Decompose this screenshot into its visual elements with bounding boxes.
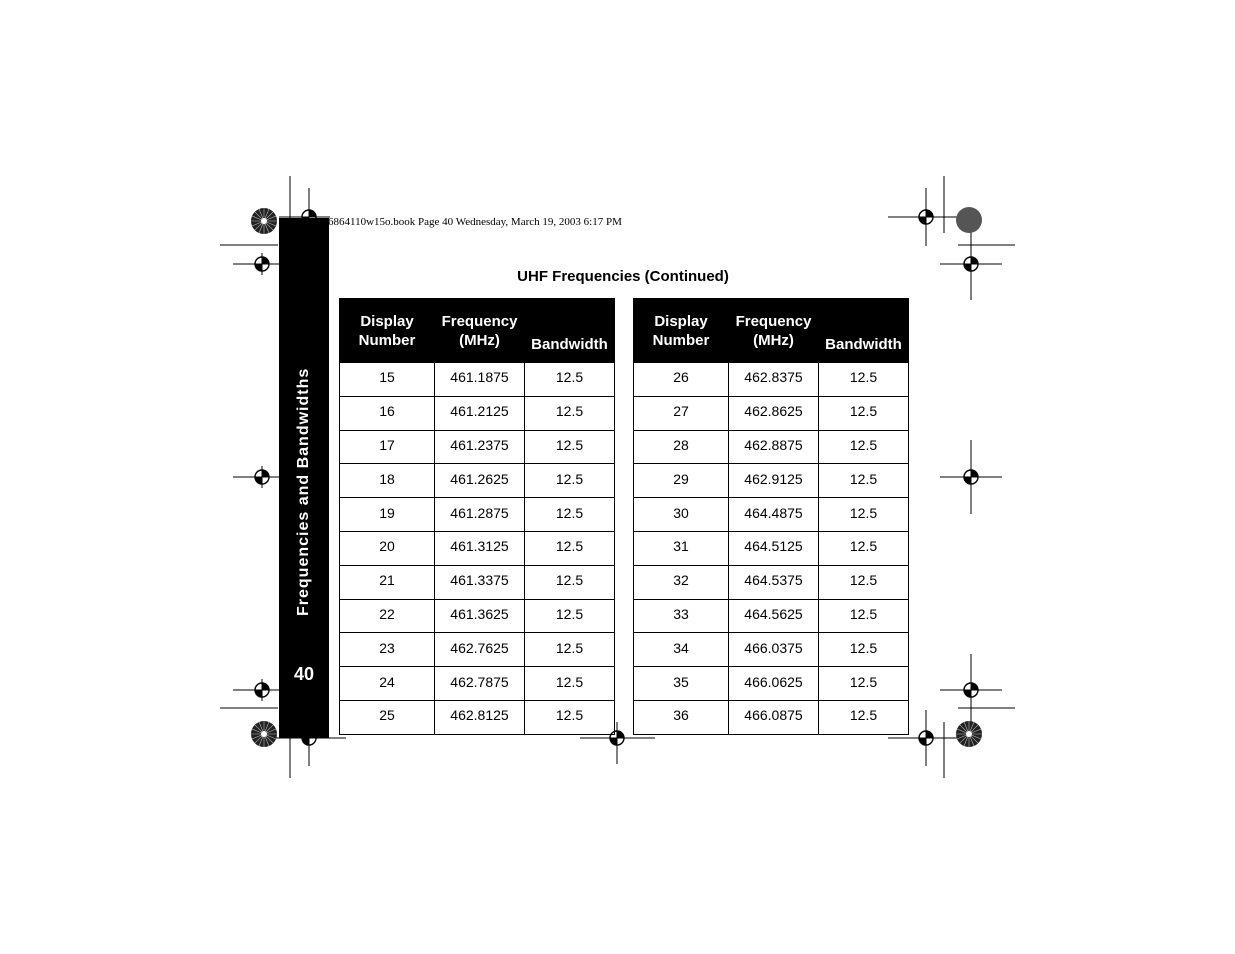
page-number: 40: [293, 664, 315, 684]
cell-display-number: 35: [634, 667, 729, 701]
table-row: [340, 498, 615, 532]
cell-bandwidth: 12.5: [819, 498, 909, 532]
cell-bandwidth: 12.5: [525, 531, 615, 565]
table-header-row: [634, 299, 909, 363]
cell-frequency: 461.3375: [435, 565, 525, 599]
column-header-display-number: [340, 299, 435, 363]
table-row: [634, 531, 909, 565]
frequency-table-left: [339, 298, 615, 735]
cell-display-number: 28: [634, 430, 729, 464]
cell-frequency: 462.9125: [729, 464, 819, 498]
table-row: [340, 565, 615, 599]
cell-frequency: 461.1875: [435, 363, 525, 397]
cell-display-number: 29: [634, 464, 729, 498]
cell-display-number: 15: [340, 363, 435, 397]
table-row: [634, 498, 909, 532]
table-row: [634, 565, 909, 599]
table-row: [634, 667, 909, 701]
cell-display-number: 33: [634, 599, 729, 633]
cell-bandwidth: 12.5: [819, 363, 909, 397]
cell-bandwidth: 12.5: [819, 565, 909, 599]
column-header-frequency: [729, 299, 819, 363]
cell-display-number: 22: [340, 599, 435, 633]
cell-display-number: 18: [340, 464, 435, 498]
print-header-line: 6864110w15o.book Page 40 Wednesday, March 19, 2003 6:17 PM: [328, 216, 622, 228]
header-text: Frequency: [735, 312, 812, 330]
cell-frequency: 462.8375: [729, 363, 819, 397]
cell-frequency: 466.0875: [729, 700, 819, 734]
table-row: [340, 464, 615, 498]
cell-bandwidth: 12.5: [525, 464, 615, 498]
table-row: [634, 700, 909, 734]
cell-display-number: 17: [340, 430, 435, 464]
header-text: (MHz): [459, 331, 500, 349]
header-text: Frequency: [441, 312, 518, 330]
cell-bandwidth: 12.5: [525, 700, 615, 734]
cell-frequency: 464.5625: [729, 599, 819, 633]
cell-frequency: 462.8125: [435, 700, 525, 734]
cell-frequency: 462.7875: [435, 667, 525, 701]
cell-display-number: 20: [340, 531, 435, 565]
cell-bandwidth: 12.5: [525, 633, 615, 667]
cell-frequency: 461.3625: [435, 599, 525, 633]
cell-frequency: 462.7625: [435, 633, 525, 667]
cell-frequency: 462.8875: [729, 430, 819, 464]
header-text: Display: [654, 312, 708, 330]
cell-bandwidth: 12.5: [819, 700, 909, 734]
table-row: [340, 363, 615, 397]
cell-frequency: 461.3125: [435, 531, 525, 565]
table-row: [340, 633, 615, 667]
cell-frequency: 464.5375: [729, 565, 819, 599]
header-text: (MHz): [753, 331, 794, 349]
table-row: [340, 531, 615, 565]
cell-bandwidth: 12.5: [819, 430, 909, 464]
cell-frequency: 464.4875: [729, 498, 819, 532]
table-row: [634, 599, 909, 633]
cell-bandwidth: 12.5: [525, 430, 615, 464]
cell-display-number: 32: [634, 565, 729, 599]
cell-display-number: 16: [340, 396, 435, 430]
cell-frequency: 466.0375: [729, 633, 819, 667]
cell-display-number: 36: [634, 700, 729, 734]
header-text: Number: [358, 331, 416, 349]
cell-bandwidth: 12.5: [525, 565, 615, 599]
frequency-table-right: [633, 298, 909, 735]
cell-bandwidth: 12.5: [819, 633, 909, 667]
table-row: [340, 396, 615, 430]
table-row: [340, 430, 615, 464]
cell-bandwidth: 12.5: [819, 396, 909, 430]
cell-bandwidth: 12.5: [525, 363, 615, 397]
cell-frequency: 461.2125: [435, 396, 525, 430]
cell-bandwidth: 12.5: [525, 498, 615, 532]
table-row: [340, 667, 615, 701]
cell-display-number: 26: [634, 363, 729, 397]
header-text: Display: [360, 312, 414, 330]
table-row: [634, 633, 909, 667]
column-header-bandwidth: Bandwidth: [819, 299, 909, 363]
cell-display-number: 27: [634, 396, 729, 430]
cell-display-number: 34: [634, 633, 729, 667]
cell-bandwidth: 12.5: [819, 599, 909, 633]
cell-frequency: 461.2625: [435, 464, 525, 498]
cell-bandwidth: 12.5: [525, 667, 615, 701]
cell-bandwidth: 12.5: [819, 464, 909, 498]
table-title: UHF Frequencies (Continued): [517, 268, 729, 285]
cell-frequency: 461.2875: [435, 498, 525, 532]
cell-frequency: 462.8625: [729, 396, 819, 430]
table-row: [634, 396, 909, 430]
table-row: [634, 464, 909, 498]
column-header-display-number: [634, 299, 729, 363]
table-row: [634, 430, 909, 464]
cell-frequency: 466.0625: [729, 667, 819, 701]
cell-bandwidth: 12.5: [525, 396, 615, 430]
cell-frequency: 461.2375: [435, 430, 525, 464]
section-title-vertical: Frequencies and Bandwidths: [295, 367, 312, 616]
table-header-row: [340, 299, 615, 363]
cell-bandwidth: 12.5: [819, 531, 909, 565]
cell-frequency: 464.5125: [729, 531, 819, 565]
cell-display-number: 23: [340, 633, 435, 667]
cell-display-number: 24: [340, 667, 435, 701]
table-row: [340, 599, 615, 633]
cell-display-number: 21: [340, 565, 435, 599]
cell-display-number: 19: [340, 498, 435, 532]
cell-display-number: 30: [634, 498, 729, 532]
table-row: [340, 700, 615, 734]
header-text: Number: [652, 331, 710, 349]
cell-bandwidth: 12.5: [525, 599, 615, 633]
table-row: [634, 363, 909, 397]
cell-bandwidth: 12.5: [819, 667, 909, 701]
cell-display-number: 31: [634, 531, 729, 565]
cell-display-number: 25: [340, 700, 435, 734]
column-header-bandwidth: Bandwidth: [525, 299, 615, 363]
column-header-frequency: [435, 299, 525, 363]
